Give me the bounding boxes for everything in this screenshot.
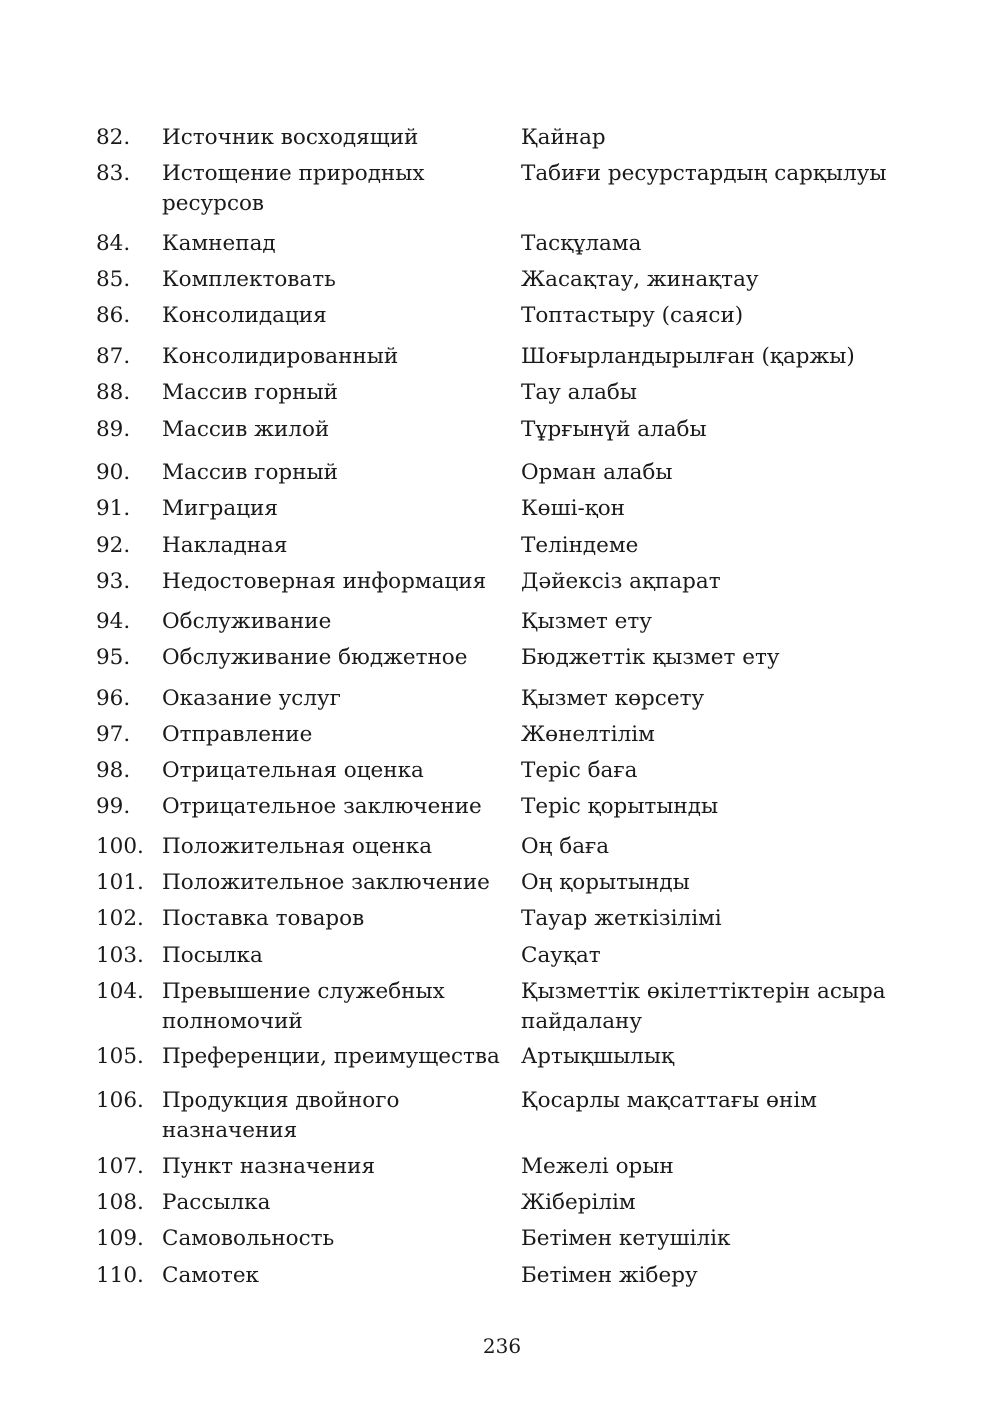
entry-number: 98. bbox=[96, 758, 131, 783]
entry-number: 100. bbox=[96, 834, 144, 859]
entry-number: 102. bbox=[96, 906, 144, 931]
russian-term: Самовольность bbox=[162, 1226, 335, 1251]
kazakh-term: Бюджеттік қызмет ету bbox=[521, 645, 780, 670]
kazakh-term: Сауқат bbox=[521, 943, 601, 968]
russian-term: Массив горный bbox=[162, 460, 338, 485]
entry-number: 93. bbox=[96, 569, 131, 594]
kazakh-term: Артықшылық bbox=[521, 1044, 674, 1069]
russian-term: Отрицательное заключение bbox=[162, 794, 482, 819]
kazakh-term: Орман алабы bbox=[521, 460, 673, 485]
entry-number: 99. bbox=[96, 794, 131, 819]
kazakh-term: Оң қорытынды bbox=[521, 870, 690, 895]
russian-term: Рассылка bbox=[162, 1190, 271, 1215]
russian-term: Обслуживание bbox=[162, 609, 332, 634]
russian-term: Превышение служебных полномочий bbox=[162, 979, 445, 1034]
entry-number: 91. bbox=[96, 496, 131, 521]
entry-number: 101. bbox=[96, 870, 144, 895]
entry-number: 88. bbox=[96, 380, 131, 405]
russian-term: Посылка bbox=[162, 943, 263, 968]
kazakh-term: Көші-қон bbox=[521, 496, 626, 521]
entry-number: 109. bbox=[96, 1226, 144, 1251]
kazakh-term: Тауар жеткізілімі bbox=[521, 906, 722, 931]
russian-term: Консолидация bbox=[162, 303, 327, 328]
entry-number: 103. bbox=[96, 943, 144, 968]
entry-number: 86. bbox=[96, 303, 131, 328]
entry-number: 107. bbox=[96, 1154, 144, 1179]
entry-number: 87. bbox=[96, 344, 131, 369]
entry-number: 83. bbox=[96, 161, 131, 186]
entry-number: 95. bbox=[96, 645, 131, 670]
russian-term: Отправление bbox=[162, 722, 313, 747]
russian-term: Обслуживание бюджетное bbox=[162, 645, 468, 670]
kazakh-term: Бетімен кетушілік bbox=[521, 1226, 731, 1251]
russian-term: Истощение природных ресурсов bbox=[162, 161, 425, 216]
russian-term: Положительное заключение bbox=[162, 870, 490, 895]
entry-number: 94. bbox=[96, 609, 131, 634]
russian-term: Массив жилой bbox=[162, 417, 330, 442]
kazakh-term: Телiндеме bbox=[521, 533, 639, 558]
kazakh-term: Қызметтік өкілеттіктерін асыра пайдалану bbox=[521, 979, 886, 1034]
page-number: 236 bbox=[482, 1334, 522, 1358]
kazakh-term: Тасқұлама bbox=[521, 231, 642, 256]
kazakh-term: Қызмет ету bbox=[521, 609, 652, 634]
entry-number: 106. bbox=[96, 1088, 144, 1113]
russian-term: Положительная оценка bbox=[162, 834, 433, 859]
entry-number: 96. bbox=[96, 686, 131, 711]
entry-number: 85. bbox=[96, 267, 131, 292]
kazakh-term: Тау алабы bbox=[521, 380, 637, 405]
kazakh-term: Жіберілім bbox=[521, 1190, 636, 1215]
entry-number: 97. bbox=[96, 722, 131, 747]
kazakh-term: Теріс қорытынды bbox=[521, 794, 719, 819]
kazakh-term: Қосарлы мақсаттағы өнім bbox=[521, 1088, 817, 1113]
russian-term: Миграция bbox=[162, 496, 278, 521]
entry-number: 90. bbox=[96, 460, 131, 485]
russian-term: Накладная bbox=[162, 533, 288, 558]
entry-number: 82. bbox=[96, 125, 131, 150]
russian-term: Самотек bbox=[162, 1263, 259, 1288]
russian-term: Оказание услуг bbox=[162, 686, 341, 711]
russian-term: Отрицательная оценка bbox=[162, 758, 424, 783]
kazakh-term: Бетімен жіберу bbox=[521, 1263, 698, 1288]
entry-number: 108. bbox=[96, 1190, 144, 1215]
entry-number: 92. bbox=[96, 533, 131, 558]
kazakh-term: Дәйексіз ақпарат bbox=[521, 569, 721, 594]
kazakh-term: Қызмет көрсету bbox=[521, 686, 705, 711]
russian-term: Массив горный bbox=[162, 380, 338, 405]
kazakh-term: Табиғи ресурстардың сарқылуы bbox=[521, 161, 887, 186]
russian-term: Пункт назначения bbox=[162, 1154, 376, 1179]
kazakh-term: Теріс баға bbox=[521, 758, 638, 783]
russian-term: Камнепад bbox=[162, 231, 276, 256]
russian-term: Преференции, преимущества bbox=[162, 1044, 500, 1069]
kazakh-term: Межелі орын bbox=[521, 1154, 674, 1179]
russian-term: Поставка товаров bbox=[162, 906, 365, 931]
entry-number: 104. bbox=[96, 979, 144, 1004]
kazakh-term: Шоғырландырылған (қаржы) bbox=[521, 344, 855, 369]
kazakh-term: Жөнелтілім bbox=[521, 722, 655, 747]
kazakh-term: Тұрғынүй алабы bbox=[521, 417, 707, 442]
russian-term: Консолидированный bbox=[162, 344, 399, 369]
entry-number: 105. bbox=[96, 1044, 144, 1069]
entry-number: 84. bbox=[96, 231, 131, 256]
russian-term: Недостоверная информация bbox=[162, 569, 487, 594]
kazakh-term: Жасақтау, жинақтау bbox=[521, 267, 759, 292]
entry-number: 110. bbox=[96, 1263, 144, 1288]
russian-term: Продукция двойного назначения bbox=[162, 1088, 400, 1143]
kazakh-term: Қайнар bbox=[521, 125, 606, 150]
russian-term: Источник восходящий bbox=[162, 125, 419, 150]
kazakh-term: Топтастыру (саяси) bbox=[521, 303, 744, 328]
russian-term: Комплектовать bbox=[162, 267, 336, 292]
kazakh-term: Оң баға bbox=[521, 834, 610, 859]
entry-number: 89. bbox=[96, 417, 131, 442]
